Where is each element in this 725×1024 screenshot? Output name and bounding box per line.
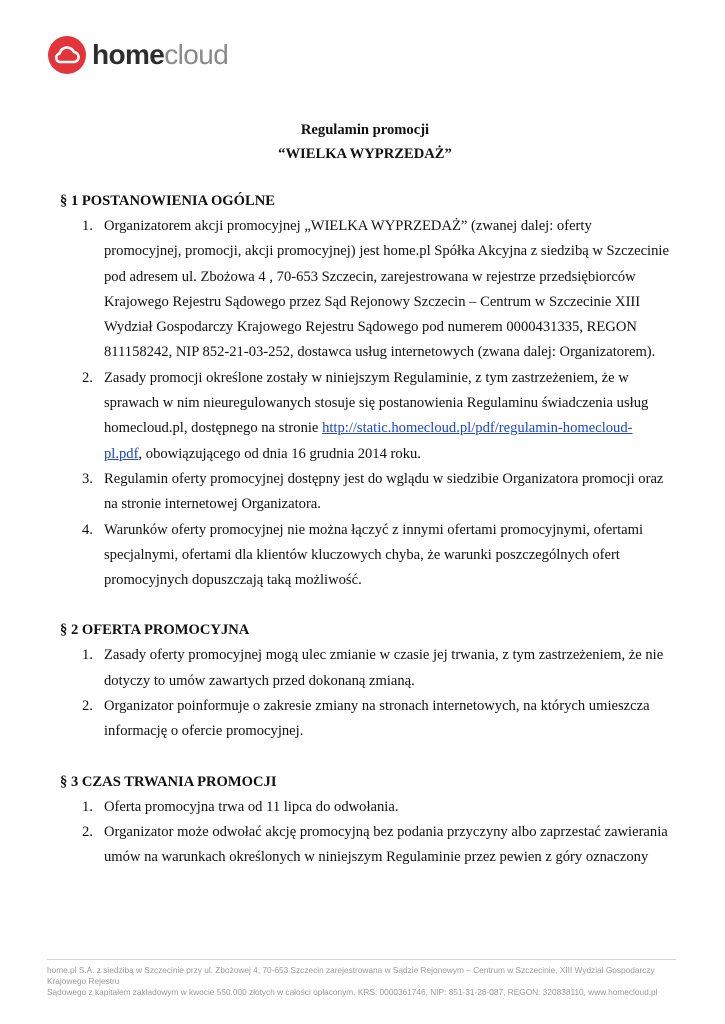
item-number: 2.: [82, 823, 93, 840]
logo-wordmark: [92, 41, 228, 69]
list-item: [60, 366, 670, 467]
list-item: [60, 694, 670, 745]
item-number: 4.: [82, 521, 93, 538]
list-item: [60, 467, 670, 518]
list-item: [60, 795, 670, 820]
homecloud-logo: [47, 33, 228, 77]
list-item: [60, 518, 670, 594]
logo-text-home: home: [92, 39, 165, 70]
item-text: , obowiązującego od dnia 16 grudnia 2014 roku.: [138, 445, 421, 462]
item-text: Regulamin oferty promocyjnej dostępny jest do wglądu w siedzibie Organizatora promocji oraz na stronie internetowej Organizatora.: [104, 470, 664, 513]
item-number: 1.: [82, 647, 93, 664]
item-text: Oferta promocyjna trwa od 11 lipca do odwołania.: [104, 798, 399, 815]
list-item: [60, 643, 670, 694]
section-heading: § 3 CZAS TRWANIA PROMOCJI: [60, 773, 277, 790]
regulations-link[interactable]: http://static.homecloud.pl/pdf/regulamin-homecloud-pl.pdf: [104, 420, 633, 462]
section-list: [60, 643, 670, 744]
item-number: 3.: [82, 470, 93, 487]
cloud-logo-icon: [47, 35, 87, 75]
item-number: 1.: [82, 218, 93, 234]
logo-text-cloud: cloud: [164, 39, 229, 70]
item-number: 2.: [82, 698, 93, 715]
promotion-name: “WIELKA WYPRZEDAŻ”: [278, 146, 452, 162]
regulation-document: [60, 118, 670, 871]
document-title: Regulamin promocji: [300, 122, 430, 138]
section-list: [60, 795, 670, 871]
footer-line-2: Sądowego z kapitałem zakładowym w kwocie 550.000 złotych w całości opłaconym. KRS: 0000361746, NIP: 851-31-26-087, REGON: 320838110, www.homecloud.pl: [47, 987, 658, 997]
company-footer: [47, 965, 687, 998]
item-text: Organizator może odwołać akcję promocyjną bez podania przyczyny albo zaprzestać zawierania umów na warunkach określonych w niniejszym Regulaminie przez pewien z góry oznaczony: [104, 823, 668, 866]
item-text: Zasady promocji określone zostały w niniejszym Regulaminie, z tym zastrzeżeniem, że w sprawach w nim nieuregulowanych stosuje się postanowienia Regulaminu świadczenia usług homecloud.pl, dostępnego na stronie: [104, 369, 649, 437]
section-list: [60, 214, 670, 593]
item-text: Organizatorem akcji promocyjnej „WIELKA WYPRZEDAŻ” (zwanej dalej: oferty promocyjnej, promocji, akcji promocyjnej) jest home.pl Spółka Akcyjna z siedzibą w Szczecinie pod adresem ul. Zbożowa 4 , 70-653 Szczecin, zarejestrowana w rejestrze przedsiębiorców Krajowego Rejestru Sądowego przez Sąd Rejonowy Szczecin – Centrum w Szczecinie XIII Wydział Gospodarczy Krajowego Rejestru Sądowego pod numerem 0000431335, REGON 811158242, NIP 852-21-03-252, dostawca usług internetowych (zwana dalej: Organizatorem).: [104, 218, 669, 361]
item-text: Organizator poinformuje o zakresie zmiany na stronach internetowych, na których umieszcza informację o ofercie promocyjnej.: [104, 698, 650, 740]
footer-line-1: home.pl S.A. z siedzibą w Szczecinie przy ul. Zbożowej 4, 70-653 Szczecin zarejestrowana w Sądzie Rejonowym – Centrum w Szczecinie, XIII Wydział Gospodarczy Krajowego Rejestru: [47, 965, 655, 986]
section-heading: § 2 OFERTA PROMOCYJNA: [60, 622, 250, 639]
list-item: [60, 214, 670, 366]
footer-divider: [47, 959, 676, 960]
item-number: 2.: [82, 369, 93, 386]
list-item: [60, 820, 670, 871]
section-heading: § 1 POSTANOWIENIA OGÓLNE: [60, 193, 276, 209]
item-text: Zasady oferty promocyjnej mogą ulec zmianie w czasie jej trwania, z tym zastrzeżeniem, że nie dotyczy to umów zawartych przed dokonaną zmianą.: [104, 647, 664, 689]
item-text: Warunków oferty promocyjnej nie można łączyć z innymi ofertami promocyjnymi, ofertami specjalnymi, ofertami dla klientów kluczowych chyba, że warunki poszczególnych ofert promocyjnych dopuszczają taką możliwość.: [104, 521, 644, 589]
item-number: 1.: [82, 798, 93, 815]
